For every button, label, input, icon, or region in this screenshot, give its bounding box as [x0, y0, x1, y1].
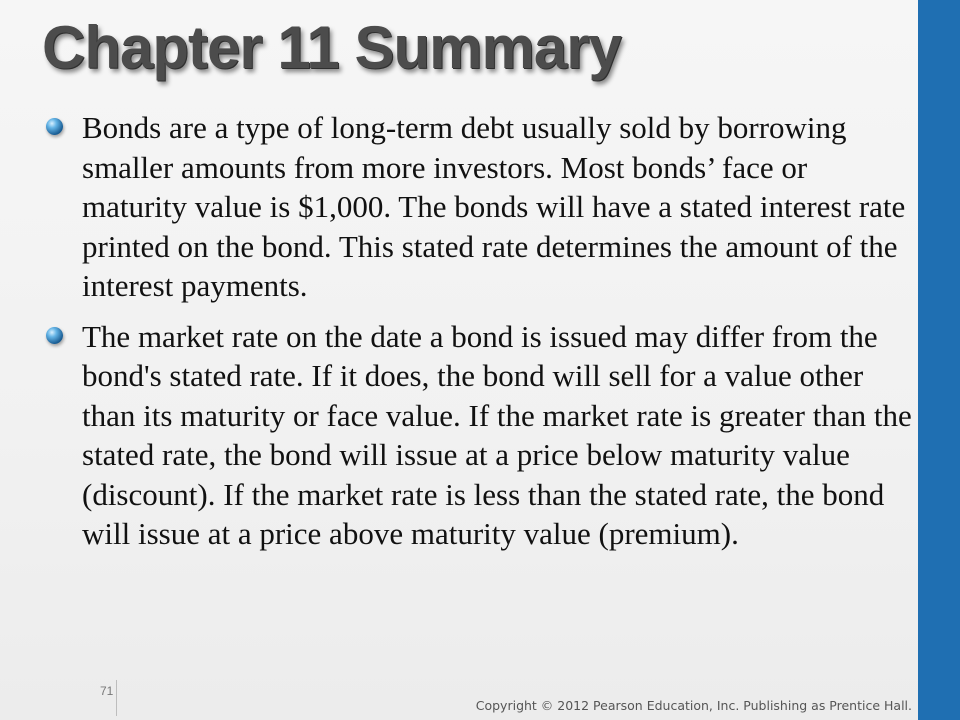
bullet-item [44, 317, 912, 554]
page-number: 71 [100, 684, 114, 698]
right-accent-bar [918, 0, 960, 720]
bullet-text: The market rate on the date a bond is issued may differ from the bond's stated rate. If it does, the bond will sell for a value other than its maturity or face value. If the market rate is greater than the stated rate, the bond will issue at a price below maturity value (discount). If the market rate is less than the stated rate, the bond will issue at a price above maturity value (premium). [82, 318, 912, 551]
bullet-text: Bonds are a type of long-term debt usually sold by borrowing smaller amounts from more investors. Most bonds’ face or maturity value is $1,000. The bonds will have a stated interest rate printed on the bond. This stated rate determines the amount of the interest payments. [82, 110, 906, 303]
slide-content [44, 108, 912, 565]
bullet-dot-icon [46, 327, 63, 344]
bullet-item [44, 108, 912, 306]
copyright-notice: Copyright © 2012 Pearson Education, Inc. Publishing as Prentice Hall. [475, 698, 912, 713]
page-number-divider [116, 680, 117, 716]
bullet-dot-icon [46, 118, 63, 135]
slide-title: Chapter 11 Summary [42, 14, 621, 81]
